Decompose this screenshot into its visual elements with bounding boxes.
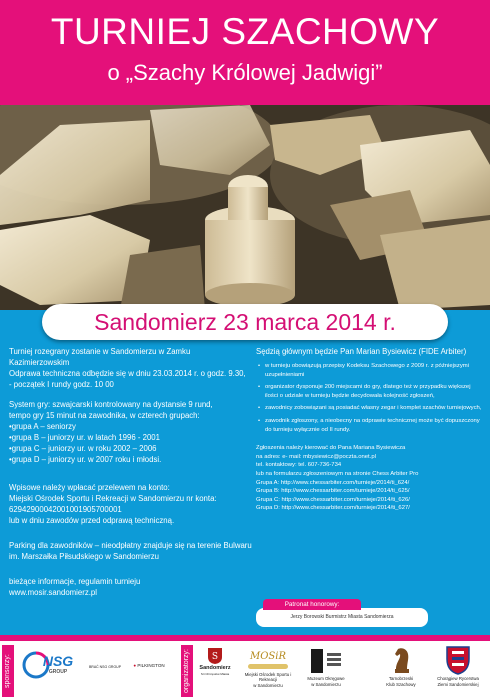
contact-line: lub na formularzu zgłoszeniowym na stronie Chess Arbiter Pro [256,470,419,477]
fee-line: Miejski Ośrodek Sportu i Rekreacji w Sandomierzu nr konta: [9,494,217,503]
group-d-link[interactable]: Grupa D: http://www.chessarbiter.com/turnieje/2014/ti_627/ [256,505,410,512]
mosir-logo: MOSiR Miejski Ośrodek Sportu i Rekreacji w Sandomierzu [244,651,292,688]
rule-item: • w turnieju obowiązują przepisy Kodeksu Szachowego z 2009 r. z późniejszymi uzupełnieniami [256,362,484,379]
patron-title: Patronat honorowy: [263,599,361,610]
fee-line: 62942900042001001905700001 [9,505,122,514]
sponsors-label: sponsorzy: [2,645,14,697]
fee-line: lub w dniu zawodów przed odprawą techniczną. [9,516,175,525]
museum-building-icon [309,647,343,675]
rule-item: • organizator dysponuje 200 miejscami do gry, dlatego też w przypadku większej ilości o udziale w turnieju będzie decydowała kolejność zgłoszeń, [256,383,484,400]
group-a-link[interactable]: Grupa A: http://www.chessarbiter.com/turnieje/2014/ti_624/ [256,479,410,486]
poster-header [0,0,490,105]
chess-pieces-photo [0,105,490,310]
parking-line: im. Marszałka Piłsudskiego w Sandomierzu [9,552,159,561]
contact-email[interactable]: na adres: e- mail: mbysiewicz@poczta.onet.pl [256,453,376,460]
museum-logo: Muzeum Okręgowe w Sandomierzu [302,647,350,687]
sandomierz-crest-icon [207,647,223,665]
group-c-link[interactable]: Grupa C: http://www.chessarbiter.com/turnieje/2014/ti_626/ [256,496,410,503]
intro-line: - początek I rundy godz. 10 00 [9,380,114,389]
knighthood-logo: Chorągiew Rycerstwa Ziemi Sandomierskiej [428,645,488,687]
contact-phone: tel. kontaktowy: tel. 607-736-734 [256,462,342,469]
svg-text:S: S [211,652,219,662]
footer-logos [0,641,490,700]
intro-line: Kazimierzowskim [9,358,70,367]
sponsor-braco-logo: BRAĆ NSG GROUP [88,665,122,669]
sandomierz-city-logo: S Sandomierz Sri Chrzęstów Miasta [198,647,232,677]
system-line: System gry: szwajcarski kontrolowany na dystansie 9 rund, [9,400,213,409]
coat-of-arms-icon [444,645,472,675]
chess-club-logo: Tarnobrzeski Klub Szachowy [378,645,424,687]
poster-title: TURNIEJ SZACHOWY [50,11,440,52]
rule-item: • zawodnik zgłoszony, a nieobecny na odprawie technicznej może być dopuszczony do turnieju wyłącznie od II rundy. [256,417,484,434]
fee-line: Wpisowe należy wpłacać przelewem na konto: [9,483,170,492]
contact-line: Zgłoszenia należy kierować do Pana Mariana Bysiewicza [256,445,406,452]
nsg-wordmark: NSG GROUP [42,653,74,675]
intro-line: Turniej rozegrany zostanie w Sandomierzu w Zamku [9,347,191,356]
parking-line: Parking dla zawodników – nieodpłatny znajduje się na terenie Bulwaru [9,541,252,550]
intro-line: Odprawa techniczna odbędzie się w dniu 23.03.2014 r. o godz. 9.30, [9,369,246,378]
website-link[interactable]: www.mosir.sandomierz.pl [9,588,97,597]
system-line: •grupa D – juniorzy ur. w 2007 roku i młodsi. [9,455,162,464]
system-line: •grupa C – juniorzy ur. w roku 2002 – 2006 [9,444,157,453]
chess-knight-icon [389,645,413,675]
system-line: •grupa B – juniorzy ur. w latach 1996 - 2001 [9,433,160,442]
organizers-label: organizatorzy: [181,645,193,697]
system-line: •grupa A – seniorzy [9,422,76,431]
rule-item: • zawodnicy zobowiązani są posiadać własny zegar i komplet szachów turniejowych, [256,404,484,413]
patron-name: Jerzy Borowski Burmistrz Miasta Sandomierza [256,608,428,627]
pilkington-icon: ● [133,663,137,668]
right-column [256,346,484,513]
chief-judge: Sędzią głównym będzie Pan Marian Bysiewicz (FIDE Arbiter) [256,347,467,356]
system-line: tempo gry 15 minut na zawodnika, w czterech grupach: [9,411,200,420]
poster-subtitle: o „Szachy Królowej Jadwigi” [107,60,383,85]
left-column [9,346,252,607]
date-banner: Sandomierz 23 marca 2014 r. [42,304,448,340]
info-line: bieżące informacje, regulamin turnieju [9,577,141,586]
honorary-patronage [256,599,432,629]
sponsor-pilkington-logo: ● PILKINGTON [133,663,165,668]
group-b-link[interactable]: Grupa B: http://www.chessarbiter.com/turnieje/2014/ti_625/ [256,488,410,495]
mosir-underline [248,664,288,669]
